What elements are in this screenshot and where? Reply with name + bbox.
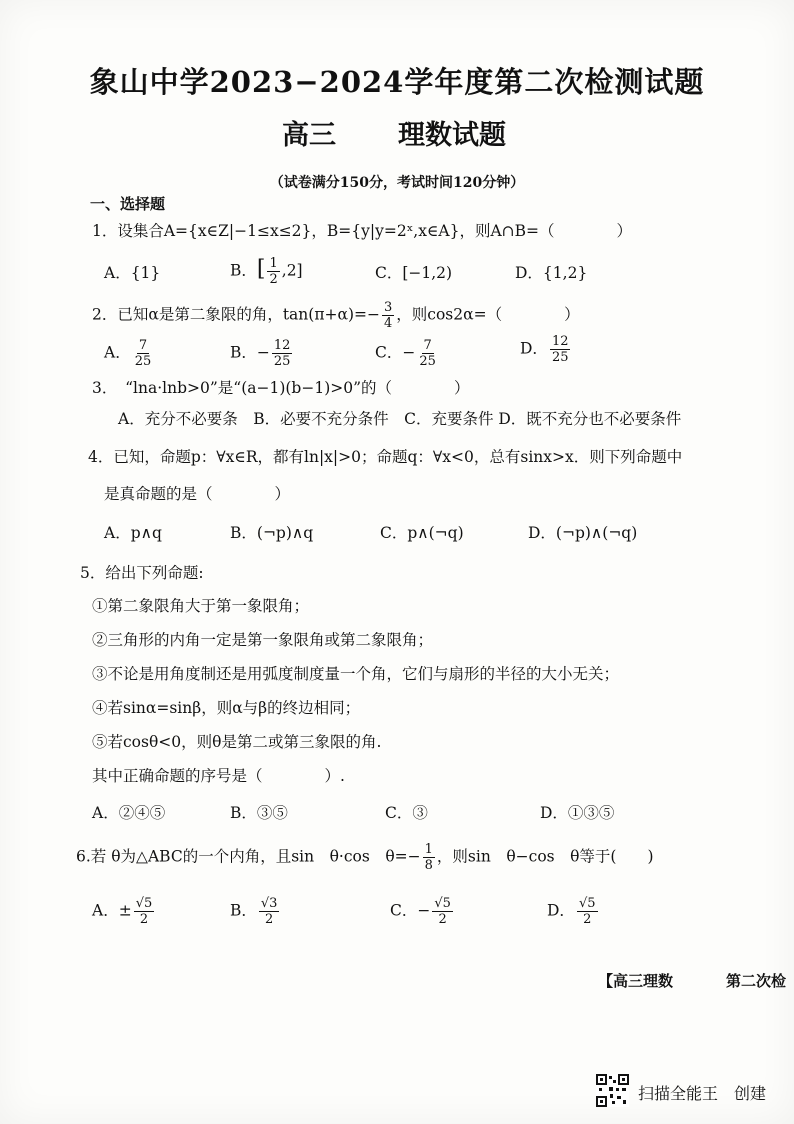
question-6-stem <box>76 842 654 873</box>
q6-option-d-den: 2 <box>583 912 592 927</box>
q2-option-d <box>520 334 572 365</box>
q1-option-b-num: 1 <box>269 256 278 271</box>
q6-option-d-fraction <box>577 896 598 927</box>
q6-option-a-sign: ± <box>118 901 132 920</box>
footer-tag-exam: 第二次检 <box>726 972 787 990</box>
q6-option-b-den: 2 <box>265 912 274 927</box>
q5-statement-4: ④若sinα=sinβ，则α与β的终边相同； <box>92 699 361 717</box>
q1-option-b-den: 2 <box>269 272 278 287</box>
q6-option-d-prefix: D． <box>547 901 575 920</box>
question-1-stem: 1．设集合A={x∈Z|−1≤x≤2}，B={y|y=2ˣ,x∈A}，则A∩B=（ ） <box>92 222 633 240</box>
q2-option-b-fraction <box>272 338 293 369</box>
q2-option-c-sign: − <box>402 343 416 362</box>
q1-option-d: D．{1,2} <box>515 264 588 282</box>
q2-option-d-num: 12 <box>551 334 569 349</box>
q1-option-b-fraction <box>267 256 279 287</box>
q2-option-b <box>230 338 294 369</box>
q2-option-b-den: 25 <box>273 354 291 369</box>
q5-statement-3: ③不论是用角度制还是用弧度制度量一个角，它们与扇形的半径的大小无关； <box>92 665 620 683</box>
q1-option-a: A．{1} <box>104 264 161 282</box>
q6-stem-fraction <box>423 842 435 873</box>
q6-option-a-num: √5 <box>135 896 153 911</box>
q6-option-a-fraction <box>134 896 155 927</box>
q1-option-b-prefix: B． <box>230 261 257 280</box>
q6-stem-post: ，则sin θ−cos θ等于( ) <box>436 847 654 866</box>
q6-option-c-den: 2 <box>438 912 447 927</box>
q5-question: 其中正确命题的序号是（ ）. <box>92 767 345 785</box>
q1-option-b-rest: ,2] <box>281 261 303 280</box>
q6-option-d-num: √5 <box>578 896 596 911</box>
q5-option-c: C．③ <box>385 804 428 822</box>
question-4-stem-line2: 是真命题的是（ ） <box>104 485 291 503</box>
q2-option-a-prefix: A． <box>104 343 131 362</box>
q2-option-c <box>375 338 440 369</box>
q4-option-b: B．(¬p)∧q <box>230 524 314 542</box>
scanner-watermark-text: 扫描全能王 创建 <box>638 1084 767 1103</box>
q6-stem-den: 8 <box>424 858 433 873</box>
question-3-stem: 3． “lna·lnb>0”是“(a−1)(b−1)>0”的（ ） <box>92 379 470 397</box>
q6-option-c-prefix: C． <box>390 901 418 920</box>
subject-label: 理数试题 <box>398 120 506 151</box>
q2-stem-num: 3 <box>384 300 393 315</box>
q6-option-b-fraction <box>259 896 280 927</box>
question-5-stem: 5．给出下列命题: <box>80 564 204 582</box>
q2-option-a-fraction <box>133 338 154 369</box>
q2-option-d-prefix: D． <box>520 339 548 358</box>
q1-option-b <box>230 256 303 287</box>
q2-option-d-den: 25 <box>551 350 569 365</box>
q2-option-a <box>104 338 155 369</box>
q1-option-c: C．[−1,2) <box>375 264 453 282</box>
q2-stem-fraction <box>382 300 394 331</box>
footer-tag-grade: 【高三理数 <box>598 972 674 990</box>
q6-option-c <box>390 896 455 927</box>
q2-option-c-num: 7 <box>423 338 432 353</box>
q2-option-b-num: 12 <box>273 338 291 353</box>
q6-option-b-prefix: B． <box>230 901 257 920</box>
q5-option-b: B．③⑤ <box>230 804 288 822</box>
q1-option-b-open: [ <box>256 256 266 282</box>
q2-option-c-prefix: C． <box>375 343 403 362</box>
qr-code-icon <box>596 1074 629 1107</box>
q6-option-d <box>547 896 600 927</box>
q2-option-d-fraction <box>550 334 571 365</box>
q6-option-b <box>230 896 281 927</box>
grade-label: 高三 <box>282 120 336 151</box>
q5-statement-1: ①第二象限角大于第一象限角； <box>92 597 310 615</box>
q2-option-a-den: 25 <box>134 354 152 369</box>
q2-option-a-num: 7 <box>138 338 148 353</box>
q2-stem-den: 4 <box>384 316 393 331</box>
q6-option-a-den: 2 <box>139 912 149 927</box>
q5-option-d: D．①③⑤ <box>540 804 615 822</box>
q6-option-c-fraction <box>432 896 453 927</box>
q2-option-b-sign: − <box>256 343 270 362</box>
q6-stem-num: 1 <box>424 842 433 857</box>
section-heading: 一、选择题 <box>90 195 166 213</box>
q2-stem-post: ，则cos2α=（ ） <box>396 305 580 324</box>
q4-option-c: C．p∧(¬q) <box>380 524 464 542</box>
q4-option-d: D．(¬p)∧(¬q) <box>528 524 638 542</box>
q6-option-c-sign: − <box>417 901 431 920</box>
q6-option-c-num: √5 <box>434 896 451 911</box>
q6-stem-pre: 6.若 θ为△ABC的一个内角，且sin θ·cos θ=− <box>76 847 421 866</box>
q6-option-a <box>92 896 156 927</box>
q5-statement-2: ②三角形的内角一定是第一象限角或第二象限角； <box>92 631 434 649</box>
question-2-stem <box>92 300 580 331</box>
q2-option-c-den: 25 <box>419 354 436 369</box>
exam-title: 象山中学2023−2024学年度第二次检测试题 <box>89 65 705 99</box>
q6-option-a-prefix: A． <box>92 901 119 920</box>
exam-note: （试卷满分150分，考试时间120分钟） <box>269 175 525 191</box>
q6-option-b-num: √3 <box>260 896 278 911</box>
q5-statement-5: ⑤若cosθ<0，则θ是第二或第三象限的角. <box>92 733 382 751</box>
q4-option-a: A．p∧q <box>104 524 162 542</box>
q2-option-b-prefix: B． <box>230 343 257 362</box>
question-4-stem-line1: 4．已知，命题p：∀x∈R，都有ln|x|>0；命题q：∀x<0，总有sinx>x．则下列命题中 <box>88 448 683 466</box>
q3-options: A．充分不必要条 B．必要不充分条件 C．充要条件 D．既不充分也不必要条件 <box>118 410 682 428</box>
q2-option-c-fraction <box>417 338 438 369</box>
q5-option-a: A．②④⑤ <box>92 804 166 822</box>
q2-stem-pre: 2．已知α是第二象限的角，tan(π+α)=− <box>92 305 380 324</box>
